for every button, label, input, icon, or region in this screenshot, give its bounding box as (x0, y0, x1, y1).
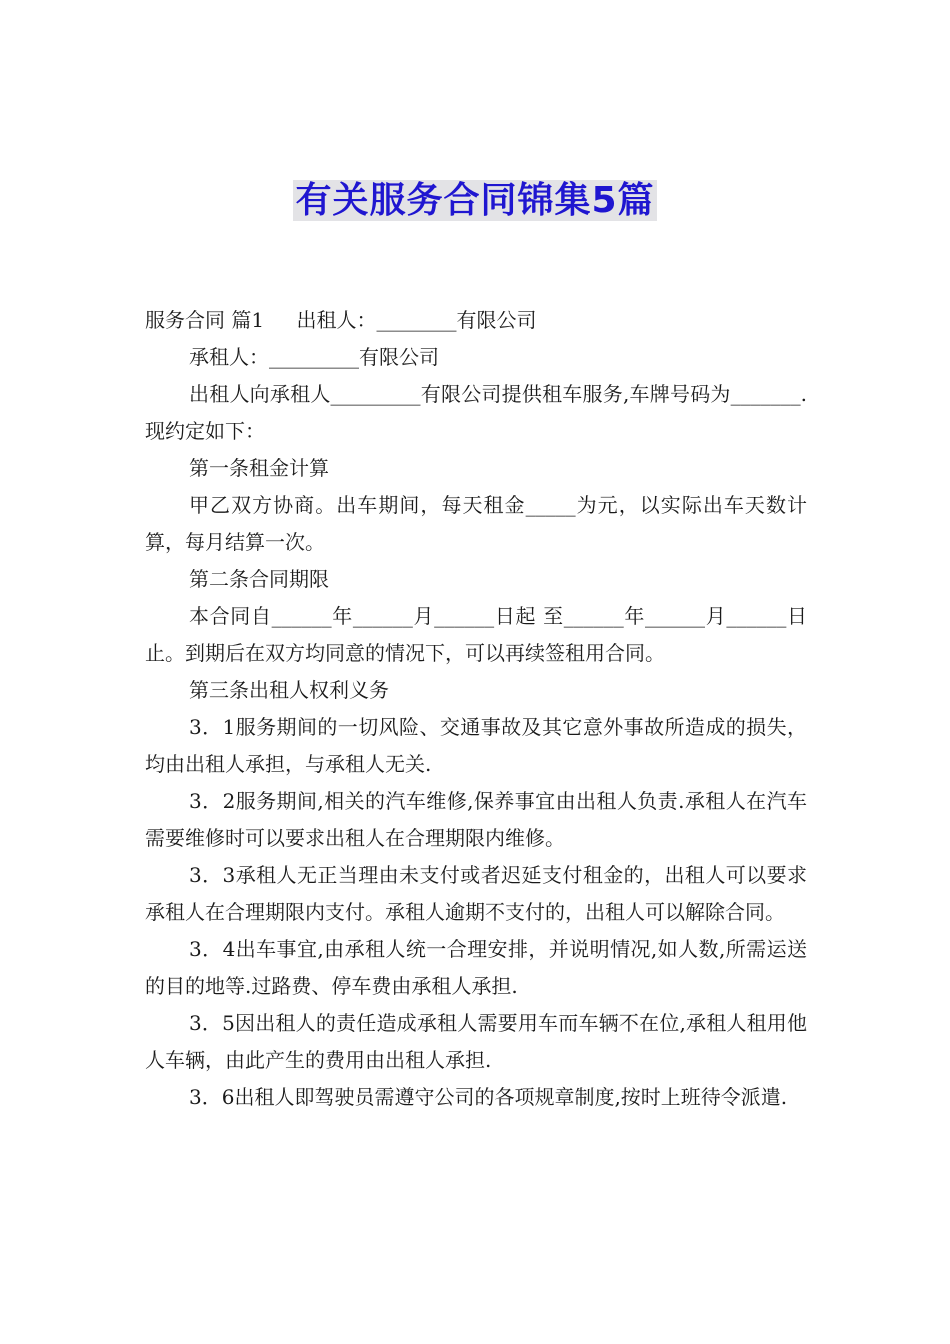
contract-label: 服务合同 篇1 (145, 308, 265, 332)
section-heading: 第一条租金计算 (189, 456, 329, 480)
document-body (145, 302, 807, 1116)
clause-3-1: 3．1服务期间的一切风险、交通事故及其它意外事故所造成的损失，均由出租人承担，与承租人无关. (145, 715, 807, 776)
section-heading: 第三条出租人权利义务 (189, 678, 389, 702)
heading-line (145, 302, 807, 339)
paragraph: 承租人：_________有限公司 (189, 345, 439, 369)
clause-3-2: 3．2服务期间,相关的汽车维修,保养事宜由出租人负责.承租人在汽车需要维修时可以要求出租人在合理期限内维修。 (145, 789, 807, 850)
clause-3-6: 3．6出租人即驾驶员需遵守公司的各项规章制度,按时上班待令派遣. (189, 1085, 788, 1109)
clause-3-3: 3．3承租人无正当理由未支付或者迟延支付租金的，出租人可以要求承租人在合理期限内支付。承租人逾期不支付的，出租人可以解除合同。 (145, 863, 807, 924)
document-title-text: 有关服务合同锦集5篇 (295, 180, 655, 221)
clause-3-4: 3．4出车事宜,由承租人统一合理安排，并说明情况,如人数,所需运送的目的地等.过路费、停车费由承租人承担. (145, 937, 807, 998)
section-heading: 第二条合同期限 (189, 567, 329, 591)
paragraph: 甲乙双方协商。出车期间，每天租金_____为元，以实际出车天数计算，每月结算一次。 (145, 493, 807, 554)
clause-3-5: 3．5因出租人的责任造成承租人需要用车而车辆不在位,承租人租用他人车辆，由此产生的费用由出租人承担. (145, 1011, 807, 1072)
paragraph: 本合同自______年______月______日起 至______年______月______日止。到期后在双方均同意的情况下，可以再续签租用合同。 (145, 604, 807, 665)
lessor-line: 出租人：________有限公司 (296, 308, 537, 332)
document-title (0, 176, 950, 226)
paragraph: 出租人向承租人_________有限公司提供租车服务,车牌号码为_______.现约定如下： (145, 382, 807, 443)
